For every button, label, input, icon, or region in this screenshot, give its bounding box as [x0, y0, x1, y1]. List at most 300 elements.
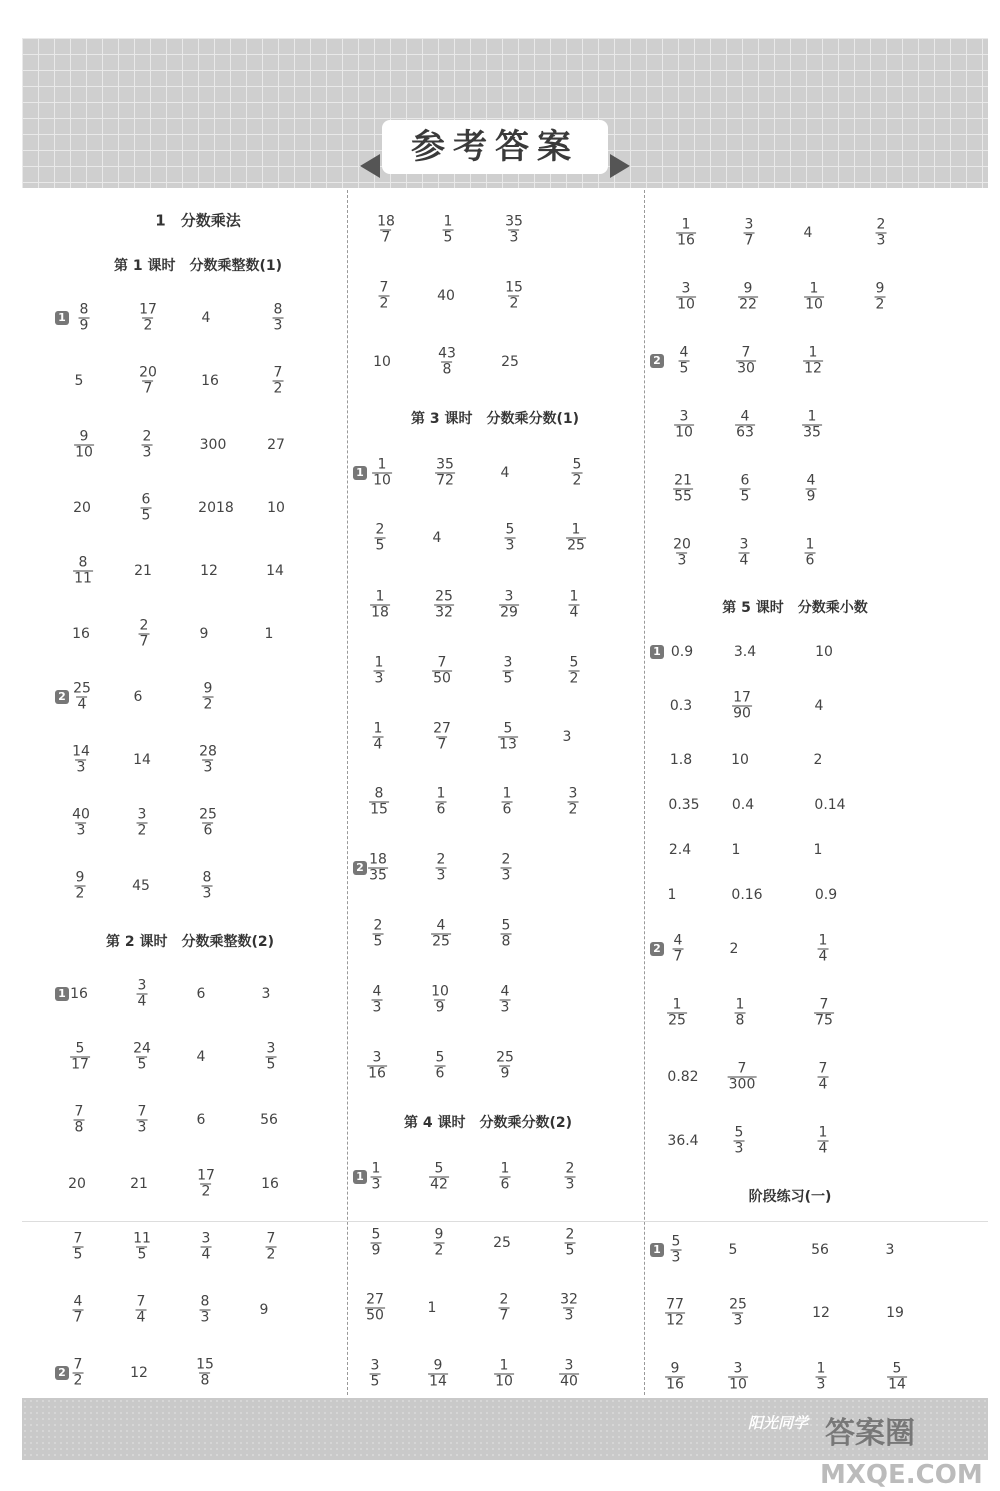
denominator: 6 — [435, 1065, 445, 1082]
answer-fraction — [559, 1359, 579, 1390]
numerator: 4 — [740, 408, 750, 425]
numerator: 5 — [892, 1360, 902, 1377]
denominator: 40 — [560, 1373, 578, 1390]
numerator: 25 — [435, 588, 453, 605]
denominator: 10 — [675, 424, 693, 441]
answer-value: 12 — [200, 563, 218, 579]
answer-value: 10 — [373, 354, 391, 370]
answer-value: 20 — [68, 1176, 86, 1192]
answer-value: 4 — [201, 310, 211, 326]
denominator: 3 — [505, 537, 515, 554]
answer-fraction — [436, 853, 447, 884]
denominator: 2 — [75, 885, 85, 902]
answer-value: 0.35 — [668, 797, 700, 813]
answer-fraction — [371, 1162, 382, 1193]
answer-fraction — [432, 722, 452, 753]
answer-value: 40 — [437, 288, 455, 304]
numerator: 3 — [370, 1357, 380, 1374]
answer-value: 3 — [885, 1242, 895, 1258]
numerator: 7 — [379, 279, 389, 296]
section-title: 1 分数乘法 — [155, 211, 241, 230]
answer-fraction — [200, 1295, 211, 1326]
numerator: 5 — [75, 1040, 85, 1057]
answer-value: 2.4 — [668, 842, 692, 858]
denominator: 8 — [735, 1012, 745, 1029]
numerator: 35 — [505, 213, 523, 230]
numerator: 8 — [374, 785, 384, 802]
denominator: 3 — [734, 1140, 744, 1157]
numerator: 7 — [819, 996, 829, 1013]
denominator: 6 — [203, 822, 213, 839]
answer-fraction — [142, 430, 153, 461]
denominator: 4 — [373, 736, 383, 753]
denominator: 3 — [436, 867, 446, 884]
answer-fraction — [74, 1105, 85, 1136]
answer-fraction — [501, 853, 512, 884]
banner-right-arrow — [610, 154, 630, 178]
page-title: 参考答案 — [382, 120, 608, 174]
numerator: 1 — [571, 521, 581, 538]
answer-value: 0.16 — [731, 887, 763, 903]
answer-value: 16 — [201, 373, 219, 389]
denominator: 25 — [668, 1012, 686, 1029]
denominator: 4 — [569, 604, 579, 621]
denominator: 3 — [500, 999, 510, 1016]
answer-fraction — [273, 303, 284, 334]
answer-fraction — [504, 281, 524, 312]
answer-fraction — [137, 979, 148, 1010]
horizontal-rule — [22, 1221, 988, 1222]
numerator: 1 — [807, 408, 817, 425]
numerator: 7 — [741, 344, 751, 361]
answer-value: 14 — [133, 752, 151, 768]
answer-fraction — [802, 410, 822, 441]
numerator: 8 — [273, 301, 283, 318]
answer-value: 5 — [728, 1242, 738, 1258]
answer-value: 12 — [130, 1365, 148, 1381]
denominator: 10 — [677, 296, 695, 313]
numerator: 4 — [73, 1293, 83, 1310]
answer-fraction — [196, 1169, 216, 1200]
numerator: 1 — [808, 344, 818, 361]
answer-fraction — [502, 787, 513, 818]
denominator: 11 — [74, 570, 92, 587]
denominator: 17 — [71, 1056, 89, 1073]
numerator: 17 — [733, 689, 751, 706]
answer-value: 27 — [267, 437, 285, 453]
denominator: 5 — [137, 1056, 147, 1073]
answer-fraction — [202, 871, 213, 902]
answer-fraction — [434, 1228, 445, 1259]
answer-value: 12 — [812, 1305, 830, 1321]
question-number-badge: 1 — [353, 466, 367, 480]
answer-fraction — [804, 282, 824, 313]
denominator: 300 — [728, 1076, 756, 1093]
answer-fraction — [739, 538, 750, 569]
answer-fraction — [565, 1162, 576, 1193]
answer-value: 10 — [815, 644, 833, 660]
answer-fraction — [365, 1293, 385, 1324]
numerator: 5 — [371, 1226, 381, 1243]
answer-fraction — [435, 458, 455, 489]
answer-fraction — [132, 1232, 152, 1263]
numerator: 28 — [199, 743, 217, 760]
numerator: 3 — [739, 536, 749, 553]
answer-fraction — [379, 281, 390, 312]
answer-fraction — [367, 1051, 387, 1082]
numerator: 3 — [372, 1049, 382, 1066]
numerator: 9 — [875, 280, 885, 297]
answer-value: 25 — [501, 354, 519, 370]
numerator: 1 — [375, 588, 385, 605]
denominator: 6 — [502, 801, 512, 818]
denominator: 14 — [888, 1376, 906, 1393]
denominator: 50 — [433, 670, 451, 687]
denominator: 2 — [379, 295, 389, 312]
numerator: 7 — [818, 1060, 828, 1077]
answer-fraction — [375, 523, 386, 554]
question-number-badge: 1 — [650, 645, 664, 659]
denominator: 7 — [744, 232, 754, 249]
answer-fraction — [79, 303, 90, 334]
answer-fraction — [195, 1358, 215, 1389]
answer-value: 14 — [266, 563, 284, 579]
numerator: 8 — [79, 301, 89, 318]
answer-fraction — [436, 787, 447, 818]
answer-fraction — [495, 1051, 515, 1082]
answer-value: 1 — [264, 626, 274, 642]
answer-fraction — [434, 590, 454, 621]
answer-fraction — [818, 934, 829, 965]
numerator: 3 — [137, 806, 147, 823]
denominator: 3 — [677, 552, 687, 569]
numerator: 7 — [737, 1060, 747, 1077]
numerator: 5 — [434, 1160, 444, 1177]
numerator: 40 — [72, 806, 90, 823]
answer-fraction — [503, 656, 514, 687]
numerator: 1 — [499, 1357, 509, 1374]
denominator: 18 — [371, 604, 389, 621]
numerator: 15 — [505, 279, 523, 296]
lesson-heading: 第 3 课时 分数乘分数(1) — [410, 411, 580, 427]
numerator: 8 — [202, 869, 212, 886]
numerator: 18 — [377, 213, 395, 230]
numerator: 3 — [504, 588, 514, 605]
denominator: 5 — [73, 1246, 83, 1263]
answer-fraction — [370, 590, 390, 621]
answer-fraction — [428, 1359, 448, 1390]
denominator: 7 — [499, 1307, 509, 1324]
answer-fraction — [672, 538, 692, 569]
answer-fraction — [431, 919, 451, 950]
denominator: 7 — [673, 948, 683, 965]
numerator: 7 — [136, 1293, 146, 1310]
answer-value: 2 — [813, 752, 823, 768]
denominator: 9 — [500, 1065, 510, 1082]
answer-fraction — [679, 346, 690, 377]
numerator: 2 — [565, 1160, 575, 1177]
denominator: 35 — [803, 424, 821, 441]
denominator: 3 — [203, 759, 213, 776]
answer-value: 0.9 — [670, 644, 694, 660]
denominator: 10 — [75, 444, 93, 461]
answer-fraction — [203, 682, 214, 713]
answer-fraction — [201, 1232, 212, 1263]
answer-fraction — [138, 366, 158, 397]
denominator: 32 — [435, 604, 453, 621]
denominator: 12 — [666, 1312, 684, 1329]
question-number-badge: 1 — [650, 1243, 664, 1257]
numerator: 7 — [73, 1356, 83, 1373]
banner-left-arrow — [360, 154, 380, 178]
question-number-badge: 1 — [55, 311, 69, 325]
answer-value: 56 — [260, 1112, 278, 1128]
numerator: 25 — [729, 1296, 747, 1313]
answer-value: 56 — [811, 1242, 829, 1258]
denominator: 3 — [509, 229, 519, 246]
question-number-badge: 2 — [353, 861, 367, 875]
numerator: 27 — [433, 720, 451, 737]
denominator: 2 — [137, 822, 147, 839]
denominator: 3 — [137, 1119, 147, 1136]
lesson-heading: 第 1 课时 分数乘整数(1) — [113, 258, 283, 274]
denominator: 6 — [500, 1176, 510, 1193]
answer-fraction — [71, 745, 91, 776]
numerator: 9 — [670, 1360, 680, 1377]
numerator: 7 — [273, 364, 283, 381]
denominator: 3 — [816, 1376, 826, 1393]
denominator: 8 — [74, 1119, 84, 1136]
denominator: 3 — [372, 999, 382, 1016]
denominator: 22 — [739, 296, 757, 313]
answer-fraction — [374, 656, 385, 687]
answer-value: 2 — [729, 941, 739, 957]
answer-fraction — [376, 215, 396, 246]
answer-fraction — [814, 998, 834, 1029]
answer-value: 36.4 — [667, 1133, 699, 1149]
answer-fraction — [71, 808, 91, 839]
denominator: 29 — [500, 604, 518, 621]
answer-fraction — [137, 808, 148, 839]
denominator: 90 — [733, 705, 751, 722]
answer-value: 4 — [196, 1049, 206, 1065]
answer-fraction — [728, 1298, 748, 1329]
column-divider-2 — [644, 190, 645, 1395]
numerator: 4 — [500, 983, 510, 1000]
denominator: 4 — [818, 1076, 828, 1093]
denominator: 2 — [572, 472, 582, 489]
answer-fraction — [371, 1228, 382, 1259]
numerator: 1 — [672, 996, 682, 1013]
answer-fraction — [565, 1228, 576, 1259]
denominator: 3 — [202, 885, 212, 902]
denominator: 16 — [677, 232, 695, 249]
denominator: 3 — [371, 1176, 381, 1193]
numerator: 7 — [137, 1103, 147, 1120]
denominator: 5 — [266, 1056, 276, 1073]
numerator: 3 — [503, 654, 513, 671]
answer-fraction — [887, 1362, 907, 1393]
denominator: 25 — [432, 933, 450, 950]
question-number-badge: 2 — [650, 354, 664, 368]
numerator: 2 — [373, 917, 383, 934]
denominator: 5 — [141, 507, 151, 524]
answer-value: 10 — [731, 752, 749, 768]
numerator: 9 — [79, 428, 89, 445]
numerator: 35 — [436, 456, 454, 473]
denominator: 13 — [499, 736, 517, 753]
numerator: 5 — [505, 521, 515, 538]
numerator: 9 — [203, 680, 213, 697]
answer-fraction — [566, 523, 586, 554]
answer-value: 21 — [134, 563, 152, 579]
denominator: 5 — [565, 1242, 575, 1259]
denominator: 3 — [564, 1307, 574, 1324]
answer-value: 1 — [731, 842, 741, 858]
answer-fraction — [671, 1235, 682, 1266]
denominator: 5 — [137, 1246, 147, 1263]
numerator: 1 — [502, 785, 512, 802]
denominator: 2 — [509, 295, 519, 312]
answer-fraction — [72, 682, 92, 713]
denominator: 2 — [203, 696, 213, 713]
denominator: 5 — [373, 933, 383, 950]
answer-fraction — [266, 1232, 277, 1263]
denominator: 2 — [273, 380, 283, 397]
lesson-heading: 第 5 课时 分数乘小数 — [722, 600, 868, 616]
answer-fraction — [500, 1162, 511, 1193]
numerator: 9 — [743, 280, 753, 297]
denominator: 7 — [143, 380, 153, 397]
question-number-badge: 1 — [55, 987, 69, 1001]
numerator: 1 — [816, 1360, 826, 1377]
numerator: 9 — [75, 869, 85, 886]
denominator: 30 — [737, 360, 755, 377]
numerator: 25 — [496, 1049, 514, 1066]
answer-fraction — [141, 493, 152, 524]
answer-value: 4 — [500, 465, 510, 481]
answer-fraction — [73, 1232, 84, 1263]
denominator: 15 — [370, 801, 388, 818]
numerator: 25 — [199, 806, 217, 823]
answer-value: 4 — [432, 530, 442, 546]
answer-fraction — [572, 458, 583, 489]
answer-fraction — [137, 1105, 148, 1136]
denominator: 10 — [729, 1376, 747, 1393]
answer-value: 25 — [493, 1235, 511, 1251]
denominator: 4 — [818, 948, 828, 965]
numerator: 1 — [373, 720, 383, 737]
numerator: 4 — [436, 917, 446, 934]
numerator: 10 — [431, 983, 449, 1000]
numerator: 1 — [735, 996, 745, 1013]
answer-value: 16 — [70, 986, 88, 1002]
denominator: 5 — [679, 360, 689, 377]
answer-fraction — [816, 1362, 827, 1393]
numerator: 3 — [744, 216, 754, 233]
answer-fraction — [676, 218, 696, 249]
answer-fraction — [667, 998, 687, 1029]
denominator: 8 — [200, 1372, 210, 1389]
answer-value: 21 — [130, 1176, 148, 1192]
numerator: 4 — [679, 344, 689, 361]
answer-fraction — [136, 1295, 147, 1326]
denominator: 4 — [201, 1246, 211, 1263]
answer-fraction — [132, 1042, 152, 1073]
answer-fraction — [665, 1298, 685, 1329]
denominator: 3 — [76, 822, 86, 839]
answer-fraction — [504, 215, 524, 246]
answer-fraction — [372, 985, 383, 1016]
denominator: 3 — [565, 1176, 575, 1193]
numerator: 2 — [499, 1291, 509, 1308]
numerator: 15 — [196, 1356, 214, 1373]
answer-value: 4 — [803, 225, 813, 241]
denominator: 35 — [369, 867, 387, 884]
answer-fraction — [75, 871, 86, 902]
answer-value: 1 — [667, 887, 677, 903]
answer-value: 9 — [259, 1302, 269, 1318]
denominator: 72 — [436, 472, 454, 489]
answer-fraction — [673, 934, 684, 965]
denominator: 75 — [815, 1012, 833, 1029]
answer-fraction — [435, 1051, 446, 1082]
numerator: 5 — [671, 1233, 681, 1250]
denominator: 2 — [143, 317, 153, 334]
numerator: 4 — [673, 932, 683, 949]
answer-fraction — [432, 656, 452, 687]
answer-fraction — [499, 590, 519, 621]
answer-fraction — [494, 1359, 514, 1390]
answer-fraction — [806, 474, 817, 505]
numerator: 8 — [200, 1293, 210, 1310]
numerator: 1 — [569, 588, 579, 605]
answer-fraction — [736, 346, 756, 377]
denominator: 3 — [273, 317, 283, 334]
answer-value: 2018 — [198, 500, 234, 516]
numerator: 5 — [572, 456, 582, 473]
numerator: 20 — [139, 364, 157, 381]
answer-value: 1 — [427, 1300, 437, 1316]
answer-fraction — [559, 1293, 579, 1324]
watermark-url: MXQE.COM — [820, 1460, 983, 1490]
denominator: 10 — [805, 296, 823, 313]
answer-fraction — [273, 366, 284, 397]
denominator: 3 — [142, 444, 152, 461]
numerator: 6 — [740, 472, 750, 489]
answer-value: 5 — [74, 373, 84, 389]
numerator: 5 — [569, 654, 579, 671]
denominator: 12 — [804, 360, 822, 377]
denominator: 7 — [139, 633, 149, 650]
numerator: 8 — [78, 554, 88, 571]
answer-value: 1.8 — [669, 752, 693, 768]
answer-value: 9 — [199, 626, 209, 642]
answer-fraction — [569, 590, 580, 621]
numerator: 25 — [73, 680, 91, 697]
denominator: 3 — [671, 1249, 681, 1266]
brand-logo: 阳光同学 — [748, 1414, 809, 1432]
answer-fraction — [198, 808, 218, 839]
answer-fraction — [818, 1126, 829, 1157]
answer-fraction — [732, 691, 752, 722]
answer-fraction — [676, 282, 696, 313]
denominator: 8 — [501, 933, 511, 950]
denominator: 3 — [876, 232, 886, 249]
answer-fraction — [373, 919, 384, 950]
denominator: 2 — [569, 670, 579, 687]
numerator: 21 — [674, 472, 692, 489]
